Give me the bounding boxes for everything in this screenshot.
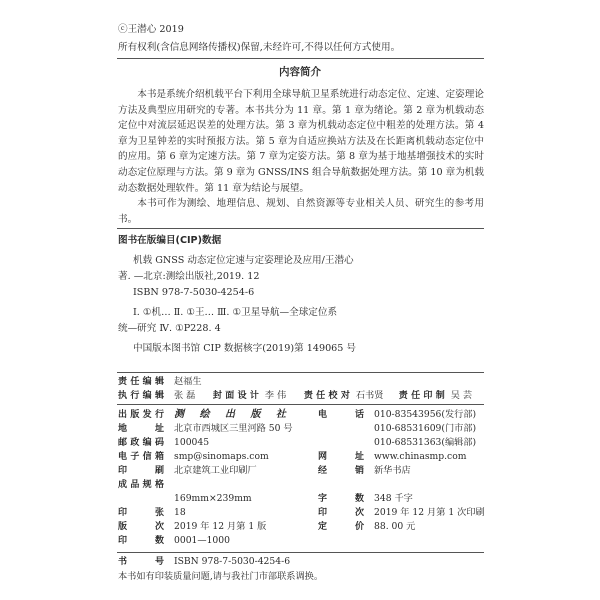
- words-value: 348 千字: [374, 493, 413, 504]
- colophon-publisher: [118, 408, 292, 422]
- run-value: 0001—1000: [174, 535, 230, 546]
- publisher-logo: 测 绘 出 版 社: [174, 409, 292, 420]
- colophon-printer: [118, 464, 257, 478]
- run-label: 印 数: [118, 536, 164, 546]
- copyright-line: ⓒ王潜心 2019: [118, 24, 184, 35]
- colophon-run: [118, 534, 230, 548]
- divider-top: [117, 58, 484, 59]
- email-value: smp@sinomaps.com: [174, 451, 269, 462]
- colophon-distributor: [318, 464, 411, 478]
- credit-cover-value: 李 伟: [264, 390, 287, 401]
- summary-body: [118, 87, 484, 227]
- colophon-price: [318, 520, 415, 534]
- colophon-phone-2: [318, 422, 476, 436]
- cip-record-number: 中国版本图书馆 CIP 数据核字(2019)第 149065 号: [133, 343, 357, 354]
- sheets-label: 印 张: [118, 508, 164, 518]
- credit-print-label: 责任印制: [398, 391, 445, 401]
- distributor-label: 经 销: [318, 466, 364, 476]
- credit-exec-value: 张 磊: [174, 390, 196, 401]
- address-label: 地 址: [118, 424, 164, 434]
- publisher-label: 出版发行: [118, 410, 164, 420]
- divider-colophon: [117, 404, 484, 405]
- printer-label: 印 刷: [118, 466, 164, 476]
- edition-value: 2019 年 12 月第 1 版: [174, 521, 267, 532]
- cip-heading: 图书在版编目(CIP)数据: [118, 235, 222, 246]
- cip-classification-line: Ⅰ. ①机… Ⅱ. ①王… Ⅲ. ①卫星导航—全球定位系: [133, 307, 338, 318]
- isbn-value: ISBN 978-7-5030-4254-6: [174, 556, 291, 567]
- colophon-sheets: [118, 506, 186, 520]
- web-label: 网 址: [318, 452, 364, 462]
- phone-editorial: 010-68531363(编辑部): [374, 437, 477, 448]
- credit-print-value: 吴 芸: [450, 390, 473, 401]
- credit-editor-label: 责任编辑: [118, 377, 164, 387]
- phone-label: 电 话: [318, 410, 364, 420]
- phone-sales: 010-83543956(发行部): [374, 409, 477, 420]
- credit-proof-value: 石书贤: [355, 390, 384, 401]
- size-value: 169mm×239mm: [174, 493, 252, 504]
- credit-exec-label: 执行编辑: [118, 391, 164, 401]
- footer-notice: 本书如有印装质量问题,请与我社门市部联系调换。: [118, 571, 324, 582]
- price-label: 定 价: [318, 522, 364, 532]
- colophon-phone-3: [318, 436, 476, 450]
- divider-summary: [117, 228, 484, 229]
- footer-isbn: [118, 555, 290, 569]
- rights-statement: 所有权利(含信息网络传播权)保留,未经许可,不得以任何方式使用。: [118, 42, 401, 53]
- colophon-postcode: [118, 436, 209, 450]
- isbn-label: 书 号: [118, 557, 164, 567]
- colophon-size-value: [118, 492, 252, 506]
- colophon-words: [318, 492, 413, 506]
- email-label: 电子信箱: [118, 452, 164, 462]
- sheets-value: 18: [174, 507, 186, 518]
- credit-cover-label: 封面设计: [212, 391, 259, 401]
- edition-label: 版 次: [118, 522, 164, 532]
- summary-paragraph-1: 本书是系统介绍机载平台下利用全球导航卫星系统进行动态定位、定速、定姿理论方法及典型应用研究的专著。本书共分为 11 章。第 1 章为绪论。第 2 章为机载动态定位中对流层延迟误差的处理方法。第 3 章为机载动态定位中粗差的处理方法。第 4 章为卫星钟差的实时预报方法。第 5 章为自适应换站方法及在长距离机载动态定位中的应用。第 6 章为定速方法。第 7 章为定姿方法。第 8 章为基于地基增强技术的实时动态定位原理与方法。第 9 章为 GNSS/INS 组合导航数据处理方法。第 10 章为机载动态数据处理软件。第 11 章为结论与展望。: [118, 89, 484, 194]
- impression-value: 2019 年 12 月第 1 次印刷: [374, 507, 485, 518]
- colophon-web: [318, 450, 466, 464]
- credit-proof-label: 责任校对: [303, 391, 350, 401]
- postcode-value: 100045: [174, 437, 210, 448]
- postcode-label: 邮政编码: [118, 438, 164, 448]
- divider-credits: [117, 372, 484, 373]
- cip-classification-line-2: 统—研究 Ⅳ. ①P228. 4: [118, 323, 221, 334]
- price-value: 88. 00 元: [374, 521, 416, 532]
- credit-editor-value: 赵福生: [174, 376, 202, 387]
- colophon-address: [118, 422, 293, 436]
- cip-title-line: 机载 GNSS 动态定位定速与定姿理论及应用/王潜心: [133, 255, 354, 266]
- summary-paragraph-2: 本书可作为测绘、地理信息、规划、自然资源等专业相关人员、研究生的参考用书。: [118, 198, 484, 225]
- colophon-phone: [318, 408, 476, 422]
- colophon-size: [118, 478, 164, 492]
- colophon-edition: [118, 520, 266, 534]
- address-value: 北京市西城区三里河路 50 号: [174, 423, 293, 434]
- cip-publisher-line: 著. —北京:测绘出版社,2019. 12: [118, 271, 260, 282]
- credit-row-2: [118, 389, 484, 403]
- size-label: 成品规格: [118, 480, 164, 490]
- impression-label: 印 次: [318, 508, 364, 518]
- divider-bottom: [117, 552, 484, 553]
- printer-value: 北京建筑工业印刷厂: [174, 465, 257, 476]
- phone-store: 010-68531609(门市部): [374, 423, 477, 434]
- colophon-email: [118, 450, 269, 464]
- colophon-impression: [318, 506, 485, 520]
- distributor-value: 新华书店: [374, 465, 411, 476]
- words-label: 字 数: [318, 494, 364, 504]
- summary-heading: 内容简介: [279, 66, 321, 78]
- cip-isbn-line: ISBN 978-7-5030-4254-6: [133, 287, 255, 298]
- credit-editor: [118, 375, 202, 389]
- web-value: www.chinasmp.com: [374, 451, 467, 462]
